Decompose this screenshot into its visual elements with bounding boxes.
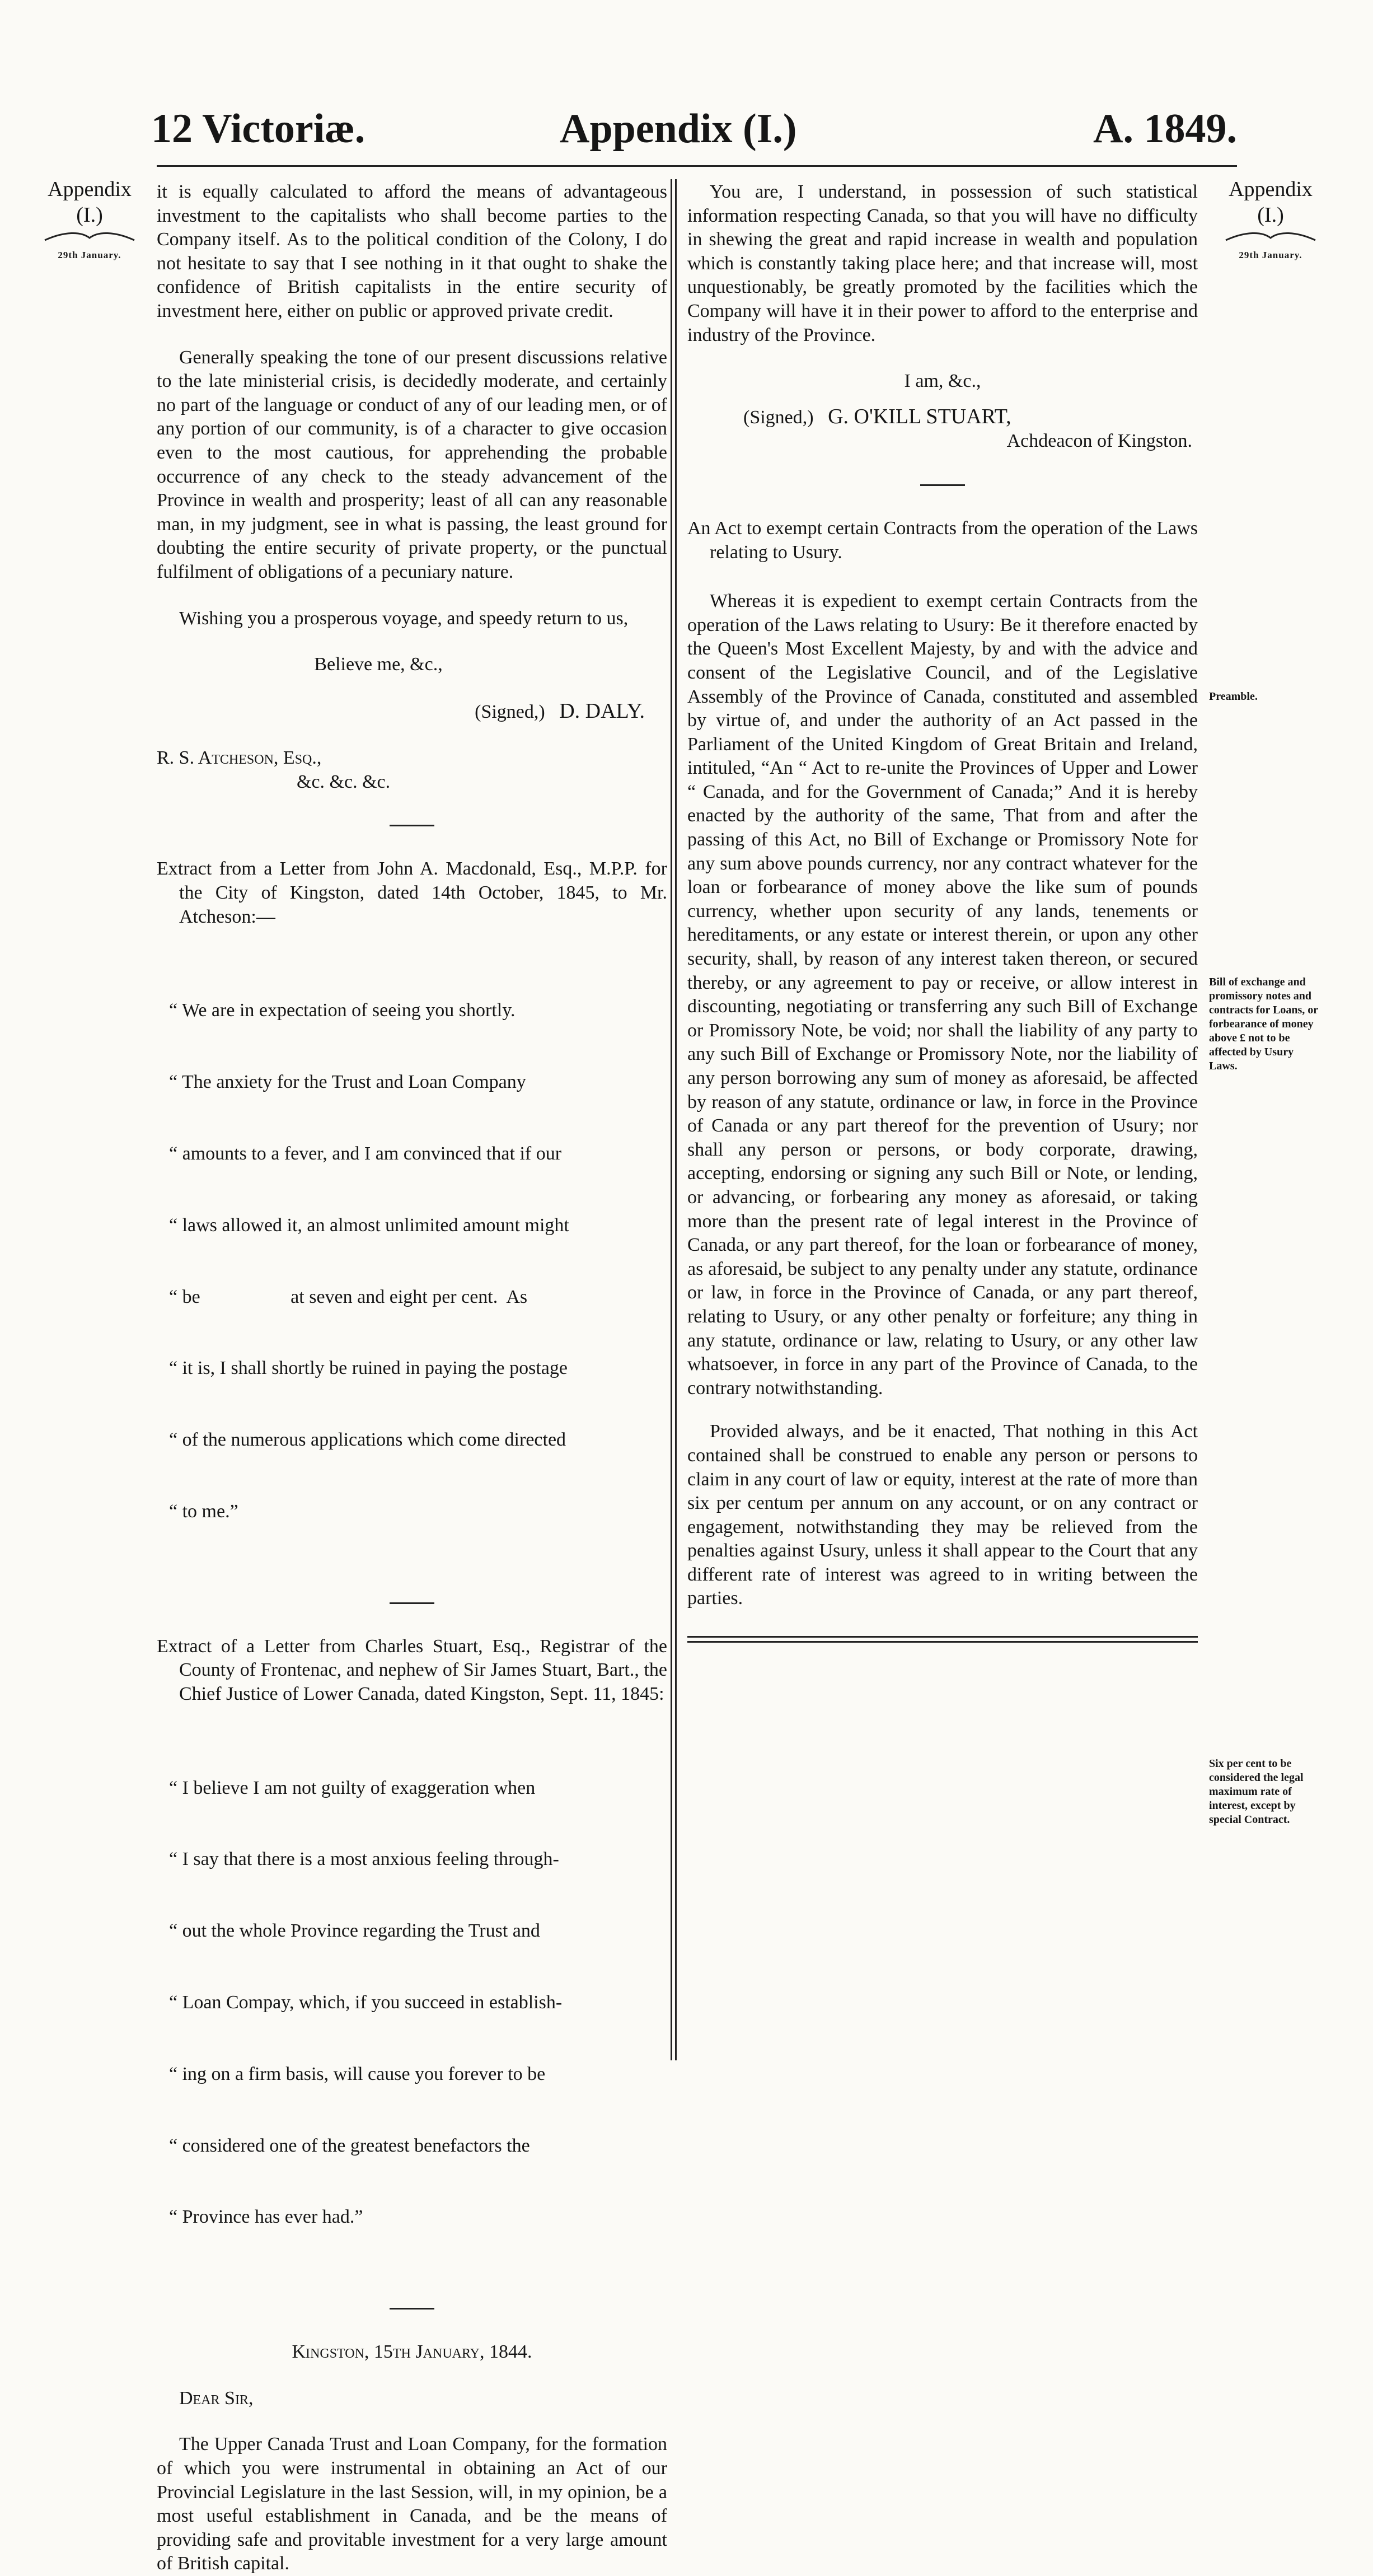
column-divider-second xyxy=(675,179,677,2060)
swash-ornament-icon xyxy=(1223,230,1318,242)
left-para-wishing: Wishing you a prosperous voyage, and speedy return to us, xyxy=(179,607,629,629)
swash-ornament-icon xyxy=(42,230,137,242)
left-column xyxy=(157,180,667,2576)
extract1-quote-line: “ The anxiety for the Trust and Loan Company xyxy=(169,1072,526,1093)
right-margin-appendix xyxy=(1203,176,1338,268)
column-divider xyxy=(671,179,672,2060)
extract1-quote-line: “ be at seven and eight per cent. As xyxy=(169,1286,528,1307)
right-signed-label: (Signed,) xyxy=(743,406,814,428)
extract2-quote xyxy=(157,1728,667,2277)
section-separator xyxy=(390,1602,434,1604)
left-margin-appendix-number: (I.) xyxy=(76,203,103,227)
right-para-statistics: You are, I understand, in possession of such statistical information respecting Canada, so that you will have no difficulty in shewing the great and rapid increase in wealth and population which is constantly taking place here; and that increase will, most unquestionably, be greatly promoted by the facilities which the Company will have it in their power to afford to the enterprise and industry of the Province. xyxy=(687,181,1198,345)
margin-note-bills-exchange: Bill of exchange and promissory notes and contracts for Loans, or forbearance of money above £ not to be affected by Usury Laws. xyxy=(1209,976,1318,1072)
extract2-quote-line: “ Province has ever had.” xyxy=(169,2206,363,2228)
header-appendix-title: Appendix (I.) xyxy=(560,106,797,152)
left-margin-date: 29th January. xyxy=(58,250,121,260)
left-para-investment: it is equally calculated to afford the means of advantageous investment to the capitalists who shall become parties to the Company itself. As to the political condition of the Colony, I do not hesitate to say that I see nothing in it that ought to shake the confidence of British capitalists in the entire security of investment here, either on public or approved private credit. xyxy=(157,181,667,321)
section-separator xyxy=(390,2308,434,2309)
extract2-heading: Extract of a Letter from Charles Stuart, Esq., Registrar of the County of Frontenac, and nephew of Sir James Stuart, Bart., the Chief Justice of Lower Canada, dated Kingston, Sept. 11, 1845: xyxy=(157,1635,667,1704)
extract1-quote-line: “ laws allowed it, an almost unlimited amount might xyxy=(169,1214,569,1236)
header-session-year: A. 1849. xyxy=(1093,106,1237,152)
left-addressee-name: R. S. Atcheson, Esq., xyxy=(157,747,322,769)
left-signed-name: D. DALY. xyxy=(559,699,645,723)
right-signed-name: G. O'KILL STUART, xyxy=(828,404,1011,428)
extract2-quote-line: “ I believe I am not guilty of exaggeration when xyxy=(169,1777,536,1798)
page-header xyxy=(151,84,1237,162)
act-proviso: Provided always, and be it enacted, That nothing in this Act contained shall be construed to enable any person or persons to claim in any court of law or equity, interest at the rate of more than six per centum per annum on any account, or on any contract or engagement, notwithstanding they may be relieved from the penalties against Usury, unless it shall appear to the Court that any different rate of interest was agreed to in writing between the parties. xyxy=(687,1421,1198,1609)
kingston-dateline: Kingston, 15th January, 1844. xyxy=(292,2341,532,2363)
left-signed-label: (Signed,) xyxy=(475,701,545,722)
extract1-quote-line: “ amounts to a fever, and I am convinced that if our xyxy=(169,1143,562,1164)
left-signature xyxy=(157,699,667,724)
left-para-tone: Generally speaking the tone of our present discussions relative to the late ministerial crisis, is decidedly moderate, and certainly no part of the language or conduct of any of our leading men, or of any portion of our community, is of a character to give occasion even to the most cautious, for apprehending the probable occurrence of any check to the steady advancement of the Province in wealth and prosperity; least of all can any reasonable man, in my judgment, see in what is passing, the least ground for doubting the entire security of private property, or the punctual fulfilment of obligations of a pecuniary nature. xyxy=(157,347,667,582)
left-believe-me: Believe me, &c., xyxy=(314,654,443,675)
header-regnal-year: 12 Victoriæ. xyxy=(151,106,365,152)
extract2-quote-line: “ I say that there is a most anxious feeling through- xyxy=(169,1849,559,1870)
act-title: An Act to exempt certain Contracts from the operation of the Laws relating to Usury. xyxy=(687,517,1198,563)
right-signed-title: Achdeacon of Kingston. xyxy=(1006,431,1192,452)
extract1-quote-line: “ We are in expectation of seeing you shortly. xyxy=(169,1000,516,1021)
section-separator xyxy=(390,825,434,826)
extract1-heading: Extract from a Letter from John A. Macdonald, Esq., M.P.P. for the City of Kingston, dated 14th October, 1845, to Mr. Atcheson:— xyxy=(157,858,667,927)
extract1-quote-line: “ to me.” xyxy=(169,1500,238,1522)
right-margin-appendix-number: (I.) xyxy=(1257,203,1284,227)
left-addressee-etc: &c. &c. &c. xyxy=(297,771,391,792)
left-margin-appendix xyxy=(28,176,151,268)
margin-note-six-per-cent: Six per cent to be considered the legal maximum rate of interest, except by special Contract. xyxy=(1209,1757,1304,1826)
extract2-quote-line: “ Loan Compay, which, if you succeed in establish- xyxy=(169,1992,563,2013)
closing-double-rule xyxy=(687,1636,1198,1643)
extract1-quote-line: “ of the numerous applications which come directed xyxy=(169,1429,566,1451)
right-column xyxy=(687,180,1198,1643)
left-margin-appendix-label: Appendix xyxy=(48,177,132,201)
header-rule xyxy=(157,165,1237,167)
act-body: Whereas it is expedient to exempt certain Contracts from the operation of the Laws relating to Usury: Be it therefore enacted by the Queen's Most Excellent Majesty, by and with the advice and consent of the Legislative Council, and of the Legislative Assembly of the Province of Canada, constituted and assembled by virtue of, and under the authority of an Act passed in the Parliament of the United Kingdom of Great Britain and Ireland, intituled, “An “ Act to re-unite the Provinces of Upper and Lower “ Canada, and for the Government of Canada;” And it is hereby enacted by the authority of the same, That from and after the passing of this Act, no Bill of Exchange or Promissory Note for any sum above pounds currency, nor any contract whatever for the loan or forbearance of money above the like sum of pounds currency, whether upon security of any lands, tenements or hereditaments, or any estate or interest therein, or upon any other security, shall, by reason of any interest taken thereon, or secured thereby, or any agreement to pay or receive, or allow interest in discounting, negotiating or transferring any such Bill of Exchange or Promissory Note, be void; nor shall the liability of any party to any such Bill of Exchange or Promissory Note, nor the liability of any person borrowing any sum of money as aforesaid, be affected by reason of any statute, ordinance or law, in force in the Province of Canada or any part thereof for the prevention of Usury; nor shall any person or persons, or body corporate, drawing, accepting, endorsing or signing any such Bill or Note, or lending, or advancing, or forbearing any money as aforesaid, or taking more than the present rate of legal interest in the Province of Canada, or any part thereof, for the loan or forbearance of money, as aforesaid, be subject to any penalty under any statute, ordinance or law, in force in the Province of Canada, or any part thereof, relating to Usury, or any other penalty or forfeiture; any thing in any statute, ordinance or law, relating to Usury, or any other law whatsoever, in force in any part of the Province of Canada, to the contrary notwithstanding. xyxy=(687,591,1198,1399)
right-i-am: I am, &c., xyxy=(904,371,981,392)
extract1-quote xyxy=(157,951,667,1571)
right-margin-appendix-label: Appendix xyxy=(1229,177,1313,201)
extract2-quote-line: “ considered one of the greatest benefactors the xyxy=(169,2135,530,2156)
margin-note-preamble: Preamble. xyxy=(1209,690,1258,703)
section-separator xyxy=(920,484,965,486)
extract2-quote-line: “ out the whole Province regarding the Trust and xyxy=(169,1920,540,1942)
right-margin-date: 29th January. xyxy=(1239,250,1302,260)
right-signature xyxy=(687,405,1198,430)
extract2-quote-line: “ ing on a firm basis, will cause you forever to be xyxy=(169,2063,546,2084)
extract1-quote-line: “ it is, I shall shortly be ruined in paying the postage xyxy=(169,1358,568,1379)
left-para-trust-company: The Upper Canada Trust and Loan Company, for the formation of which you were instrumental in obtaining an Act of our Provincial Legislature in the last Session, will, in my opinion, be a most useful establishment in Canada, and be the means of providing safe and provitable investment for a very large amount of British capital. xyxy=(157,2434,667,2574)
dear-sir-salutation: Dear Sir, xyxy=(179,2387,254,2409)
